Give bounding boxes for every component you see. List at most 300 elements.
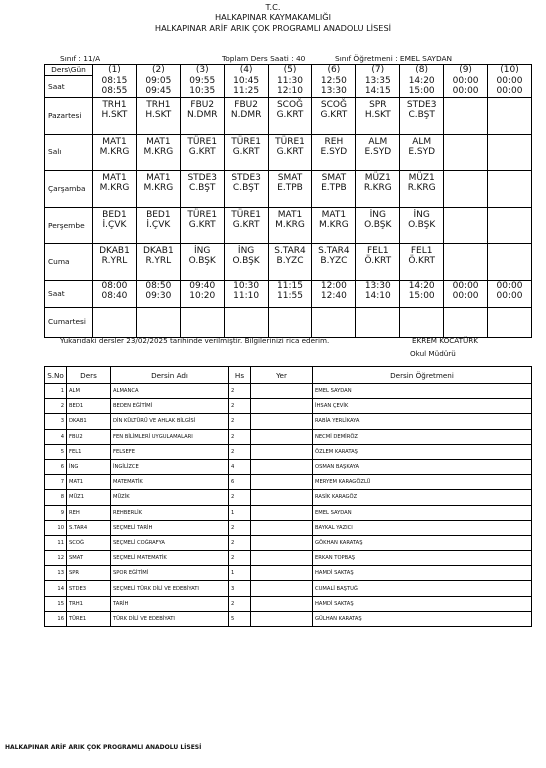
list-cell-no: 15	[45, 596, 67, 611]
table-row	[45, 459, 532, 474]
day-label: Perşembe	[45, 207, 93, 244]
list-cell-hs: 2	[229, 429, 251, 444]
list-cell-code: SCOĞ	[67, 535, 111, 550]
lesson-cell	[312, 134, 356, 171]
cell-line-2: H.SKT	[145, 110, 172, 120]
cell-line-1: 00:00	[496, 75, 523, 86]
time-cell	[136, 76, 180, 98]
cell-line-2: 14:10	[364, 290, 391, 301]
cell-line-1: SCOĞ	[276, 100, 304, 110]
cell-line-2: M.KRG	[143, 146, 174, 157]
header-school: HALKAPINAR ARİF ARIK ÇOK PROGRAMLI ANADOLU LİSESİ	[154, 23, 392, 33]
lesson-cell	[93, 98, 137, 135]
list-cell-teacher: GÖKHAN KARATAŞ	[313, 535, 532, 550]
cell-line-1: 09:40	[189, 280, 216, 291]
timetable-header-row	[45, 65, 532, 76]
lesson-cell	[312, 207, 356, 244]
table-row	[45, 520, 532, 535]
table-row	[45, 490, 532, 505]
table-row	[45, 505, 532, 520]
time-cell	[356, 280, 400, 307]
time-cell	[312, 280, 356, 307]
cell-line-2: 00:00	[496, 85, 523, 96]
lesson-cell	[268, 207, 312, 244]
timetable	[44, 64, 532, 338]
time-cell	[312, 76, 356, 98]
list-cell-code: BED1	[67, 399, 111, 414]
list-cell-no: 5	[45, 444, 67, 459]
cell-line-1: SMAT	[321, 173, 347, 184]
note-text: Yukarıdaki dersler 23/02/2025 tarihinde verilmiştir. Bilgilerinizi rica ederim.	[60, 336, 330, 345]
cell-line-1: 11:15	[277, 280, 303, 291]
cell-line-2: 08:55	[101, 85, 128, 96]
cell-line-2: G.KRT	[320, 110, 348, 120]
cell-line-2: G.KRT	[232, 146, 260, 157]
list-cell-name: BEDEN EĞİTİMİ	[111, 399, 229, 414]
time-row-bottom	[45, 280, 532, 307]
cell-line-1: BED1	[102, 209, 127, 220]
cell-line-1: 09:55	[189, 75, 216, 86]
list-cell-yer	[251, 399, 313, 414]
cell-line-1: İNG	[237, 246, 255, 257]
list-cell-yer	[251, 596, 313, 611]
cell-line-2: G.KRT	[188, 146, 216, 157]
cell-line-1: 13:30	[364, 280, 391, 291]
cell-line-1: TÜRE1	[231, 209, 261, 220]
list-cell-hs: 2	[229, 444, 251, 459]
time-cell	[444, 280, 488, 307]
list-cell-hs: 2	[229, 490, 251, 505]
list-cell-teacher: MERYEM KARAGÖZLÜ	[313, 475, 532, 490]
list-cell-hs: 2	[229, 535, 251, 550]
list-cell-code: MAT1	[67, 475, 111, 490]
list-cell-name: REHBERLİK	[111, 505, 229, 520]
lesson-cell	[136, 134, 180, 171]
cell-line-1: REH	[324, 136, 344, 147]
list-cell-code: İNG	[67, 459, 111, 474]
cell-line-1: 00:00	[452, 280, 479, 291]
header-kaymakamlik: HALKAPINAR KAYMAKAMLIĞI	[215, 12, 331, 22]
cell-line-1: S.TAR4	[318, 246, 350, 257]
list-cell-no: 4	[45, 429, 67, 444]
list-cell-no: 6	[45, 459, 67, 474]
time-cell	[488, 76, 532, 98]
list-cell-teacher: HAMDİ SAKTAŞ	[313, 596, 532, 611]
list-cell-hs: 2	[229, 551, 251, 566]
list-cell-yer	[251, 444, 313, 459]
lesson-cell	[312, 98, 356, 135]
list-cell-hs: 2	[229, 399, 251, 414]
list-header: S.No	[45, 367, 67, 384]
lesson-cell	[356, 134, 400, 171]
list-cell-name: ALMANCA	[111, 384, 229, 399]
cell-line-1: 09:05	[145, 75, 172, 86]
day-row	[45, 98, 532, 135]
list-cell-no: 12	[45, 551, 67, 566]
time-row-top	[45, 76, 532, 98]
table-row	[45, 566, 532, 581]
lesson-cell	[93, 244, 137, 281]
cell-line-1: 08:00	[101, 280, 128, 291]
saat-label: Saat	[45, 76, 93, 98]
list-cell-hs: 2	[229, 414, 251, 429]
cell-line-1: SCOĞ	[320, 100, 347, 110]
day-label: Çarşamba	[45, 171, 93, 208]
cell-line-2: B.YZC	[320, 256, 348, 267]
day-row	[45, 171, 532, 208]
list-cell-teacher: ÖZLEM KARATAŞ	[313, 444, 532, 459]
cell-line-1: S.TAR4	[274, 246, 306, 257]
cell-line-2: İ.ÇVK	[102, 219, 127, 230]
lesson-cell	[356, 244, 400, 281]
period-header: (9)	[444, 65, 488, 76]
cell-line-1: 14:20	[408, 75, 435, 86]
list-cell-yer	[251, 490, 313, 505]
lesson-cell	[136, 98, 180, 135]
cell-line-1: TÜRE1	[231, 136, 261, 147]
time-cell	[180, 76, 224, 98]
cell-line-2: C.BŞT	[408, 110, 435, 120]
period-header: (3)	[180, 65, 224, 76]
list-cell-name: FELSEFE	[111, 444, 229, 459]
cell-line-1: STDE3	[187, 173, 217, 184]
cell-line-2: H.SKT	[364, 110, 391, 120]
list-cell-yer	[251, 611, 313, 626]
list-cell-yer	[251, 566, 313, 581]
day-row	[45, 207, 532, 244]
cell-line-2: R.YRL	[101, 256, 128, 267]
time-cell	[400, 280, 444, 307]
list-cell-no: 16	[45, 611, 67, 626]
list-cell-name: TÜRK DİLİ VE EDEBİYATI	[111, 611, 229, 626]
lesson-cell	[268, 171, 312, 208]
list-cell-yer	[251, 459, 313, 474]
cell-line-2: C.BŞT	[189, 183, 216, 194]
list-cell-yer	[251, 384, 313, 399]
lesson-cell	[136, 244, 180, 281]
list-cell-name: SEÇMELİ TÜRK DİLİ VE EDEBİYATI	[111, 581, 229, 596]
list-cell-no: 14	[45, 581, 67, 596]
list-cell-code: TRH1	[67, 596, 111, 611]
time-cell	[400, 76, 444, 98]
cell-line-2: Ö.KRT	[408, 256, 435, 267]
day-label: Salı	[45, 134, 93, 171]
cell-line-1: 12:00	[320, 280, 347, 291]
list-cell-code: FEL1	[67, 444, 111, 459]
list-cell-no: 2	[45, 399, 67, 414]
cell-line-2: 14:15	[364, 85, 391, 96]
lesson-cell	[312, 244, 356, 281]
cell-line-1: 10:45	[233, 75, 260, 86]
list-cell-code: ALM	[67, 384, 111, 399]
cell-line-1: MAT1	[146, 173, 171, 184]
table-row	[45, 551, 532, 566]
list-cell-code: FBU2	[67, 429, 111, 444]
lesson-cell	[93, 134, 137, 171]
lesson-cell	[180, 244, 224, 281]
list-cell-name: SEÇMELİ COĞRAFYA	[111, 535, 229, 550]
list-cell-code: REH	[67, 505, 111, 520]
lesson-cell	[488, 207, 532, 244]
lesson-cell	[180, 171, 224, 208]
empty-cell	[93, 307, 137, 337]
cell-line-2: 13:30	[320, 85, 347, 96]
cell-line-2: 09:30	[145, 290, 172, 301]
period-header: (6)	[312, 65, 356, 76]
list-cell-teacher: GÜLHAN KARATAŞ	[313, 611, 532, 626]
cell-line-1: 10:30	[233, 280, 260, 291]
list-cell-yer	[251, 505, 313, 520]
list-cell-name: MÜZİK	[111, 490, 229, 505]
cell-line-2: 11:55	[277, 290, 303, 301]
table-row	[45, 581, 532, 596]
cell-line-1: FEL1	[410, 246, 433, 257]
lesson-cell	[400, 171, 444, 208]
list-cell-name: FEN BİLİMLERİ UYGULAMALARI	[111, 429, 229, 444]
time-cell	[444, 76, 488, 98]
lesson-cell	[444, 98, 488, 135]
cell-line-2: N.DMR	[230, 110, 262, 120]
lesson-cell	[400, 98, 444, 135]
list-cell-teacher: RASİK KARAGÖZ	[313, 490, 532, 505]
cell-line-2: N.DMR	[186, 110, 218, 120]
period-header: (7)	[356, 65, 400, 76]
empty-cell	[356, 307, 400, 337]
cell-line-2: 08:40	[101, 290, 128, 301]
cell-line-2: Ö.KRT	[364, 256, 392, 267]
day-row	[45, 134, 532, 171]
cell-line-2: 10:20	[189, 290, 216, 301]
cell-line-2: 15:00	[408, 290, 435, 301]
lesson-cell	[400, 244, 444, 281]
empty-cell	[400, 307, 444, 337]
lesson-cell	[268, 244, 312, 281]
time-cell	[224, 280, 268, 307]
cell-line-1: TÜRE1	[187, 136, 218, 147]
empty-cell	[268, 307, 312, 337]
cell-line-1: TÜRE1	[275, 136, 305, 147]
time-cell	[93, 280, 137, 307]
lesson-cell	[268, 134, 312, 171]
list-cell-hs: 2	[229, 520, 251, 535]
cell-line-2: O.BŞK	[188, 256, 216, 267]
lesson-cell	[400, 134, 444, 171]
cell-line-2: G.KRT	[232, 219, 260, 230]
table-row	[45, 384, 532, 399]
lesson-cell	[180, 207, 224, 244]
cell-line-2: 12:40	[320, 290, 347, 301]
cell-line-1: FEL1	[366, 246, 389, 257]
lesson-cell	[444, 171, 488, 208]
lesson-cell	[488, 134, 532, 171]
cell-line-1: TÜRE1	[187, 209, 218, 220]
list-cell-code: MÜZ1	[67, 490, 111, 505]
list-header: Dersin Öğretmeni	[313, 367, 532, 384]
lesson-cell	[224, 134, 268, 171]
time-cell	[268, 76, 312, 98]
list-cell-hs: 5	[229, 611, 251, 626]
cell-line-1: TRH1	[102, 100, 127, 110]
time-cell	[488, 280, 532, 307]
cell-line-1: 14:20	[408, 280, 435, 291]
cell-line-1: MAT1	[277, 209, 303, 220]
cell-line-2: M.KRG	[99, 183, 130, 194]
cell-line-1: STDE3	[231, 173, 261, 184]
lesson-cell	[444, 207, 488, 244]
cell-line-2: M.KRG	[275, 219, 305, 230]
list-cell-teacher: CUMALİ BAŞTUĞ	[313, 581, 532, 596]
cell-line-1: SMAT	[277, 173, 303, 184]
list-cell-code: SPR	[67, 566, 111, 581]
lesson-cell	[268, 98, 312, 135]
lesson-cell	[136, 207, 180, 244]
empty-cell	[136, 307, 180, 337]
list-cell-teacher: BAYKAL YAZICI	[313, 520, 532, 535]
cell-line-2: G.KRT	[276, 146, 304, 157]
empty-cell	[180, 307, 224, 337]
cell-line-2: 09:45	[145, 85, 172, 96]
list-cell-no: 10	[45, 520, 67, 535]
cell-line-1: MAT1	[321, 209, 347, 220]
cell-line-1: TRH1	[146, 100, 171, 110]
list-cell-hs: 3	[229, 581, 251, 596]
cell-line-2: 00:00	[452, 85, 479, 96]
cell-line-2: M.KRG	[99, 146, 130, 157]
cell-line-1: DKAB1	[142, 246, 174, 257]
table-row	[45, 429, 532, 444]
list-cell-name: SPOR EĞİTİMİ	[111, 566, 229, 581]
lesson-cell	[356, 171, 400, 208]
lesson-cell	[444, 244, 488, 281]
cell-line-2: M.KRG	[143, 183, 174, 194]
time-cell	[224, 76, 268, 98]
cell-line-2: E.TPB	[321, 183, 347, 194]
cell-line-1: MÜZ1	[364, 173, 391, 184]
cell-line-2: H.SKT	[101, 110, 128, 120]
period-header: (5)	[268, 65, 312, 76]
list-cell-teacher: EMEL SAYDAN	[313, 505, 532, 520]
lesson-cell	[224, 98, 268, 135]
cell-line-1: STDE3	[406, 100, 437, 110]
cell-line-1: MÜZ1	[408, 173, 435, 184]
period-header: (4)	[224, 65, 268, 76]
list-cell-yer	[251, 551, 313, 566]
cell-line-2: E.SYD	[408, 146, 436, 157]
list-cell-code: DKAB1	[67, 414, 111, 429]
list-cell-no: 3	[45, 414, 67, 429]
list-cell-teacher: ERKAN TOPBAŞ	[313, 551, 532, 566]
cell-line-2: O.BŞK	[232, 256, 260, 267]
day-row-cumartesi	[45, 307, 532, 337]
lesson-cell	[444, 134, 488, 171]
table-row	[45, 596, 532, 611]
day-label: Cumartesi	[45, 307, 93, 337]
cell-line-1: 00:00	[496, 280, 523, 291]
cell-line-1: BED1	[146, 209, 171, 220]
lesson-cell	[180, 98, 224, 135]
cell-line-1: İNG	[369, 209, 386, 220]
cell-line-2: 10:35	[189, 85, 216, 96]
cell-line-1: ALM	[412, 136, 432, 147]
list-cell-teacher: OSMAN BAŞKAYA	[313, 459, 532, 474]
cell-line-2: İ.ÇVK	[146, 219, 171, 230]
cell-line-2: 12:10	[277, 85, 303, 96]
lesson-cell	[356, 207, 400, 244]
lesson-cell	[224, 171, 268, 208]
list-cell-teacher: RABİA YERLİKAYA	[313, 414, 532, 429]
empty-cell	[488, 307, 532, 337]
list-cell-teacher: NECMİ DEMİRÖZ	[313, 429, 532, 444]
lesson-cell	[224, 244, 268, 281]
time-cell	[136, 280, 180, 307]
cell-line-1: DKAB1	[99, 246, 130, 257]
list-header: Hs	[229, 367, 251, 384]
period-header: (2)	[136, 65, 180, 76]
day-label: Pazartesi	[45, 98, 93, 135]
cell-line-2: 11:25	[233, 85, 260, 96]
time-cell	[356, 76, 400, 98]
cell-line-2: G.KRT	[276, 110, 304, 120]
class-teacher-label: Sınıf Öğretmeni : EMEL SAYDAN	[335, 54, 453, 63]
table-row	[45, 475, 532, 490]
list-cell-no: 8	[45, 490, 67, 505]
cell-line-1: FBU2	[190, 100, 215, 110]
cell-line-1: FBU2	[234, 100, 258, 110]
cell-line-2: E.SYD	[320, 146, 348, 157]
cell-line-2: B.YZC	[276, 256, 304, 267]
list-header: Yer	[251, 367, 313, 384]
time-cell	[268, 280, 312, 307]
list-header: Ders	[67, 367, 111, 384]
list-cell-name: İNGİLİZCE	[111, 459, 229, 474]
cell-line-2: 11:10	[233, 290, 260, 301]
list-cell-no: 7	[45, 475, 67, 490]
list-cell-yer	[251, 520, 313, 535]
cell-line-1: İNG	[413, 209, 430, 220]
cell-line-2: R.YRL	[145, 256, 172, 267]
cell-line-2: M.KRG	[319, 219, 349, 230]
period-header: (10)	[488, 65, 532, 76]
table-row	[45, 414, 532, 429]
list-cell-hs: 6	[229, 475, 251, 490]
cell-line-2: E.SYD	[364, 146, 392, 157]
course-list-table	[44, 366, 532, 627]
list-cell-yer	[251, 535, 313, 550]
cell-line-2: R.KRG	[407, 183, 436, 194]
lesson-cell	[93, 171, 137, 208]
cell-line-1: SPR	[369, 100, 387, 110]
list-cell-hs: 1	[229, 566, 251, 581]
footer-school: HALKAPINAR ARİF ARIK ÇOK PROGRAMLI ANADOLU LİSESİ	[5, 744, 202, 751]
list-cell-yer	[251, 475, 313, 490]
empty-cell	[312, 307, 356, 337]
list-cell-name: DİN KÜLTÜRÜ VE AHLAK BİLGİSİ	[111, 414, 229, 429]
day-row	[45, 244, 532, 281]
lesson-cell	[224, 207, 268, 244]
header-tc: T.C.	[265, 2, 281, 12]
cell-line-1: 12:50	[320, 75, 347, 86]
list-header: Dersin Adı	[111, 367, 229, 384]
list-cell-hs: 2	[229, 384, 251, 399]
list-cell-yer	[251, 581, 313, 596]
cell-line-1: MAT1	[146, 136, 171, 147]
time-cell	[93, 76, 137, 98]
cell-line-2: O.BŞK	[364, 219, 392, 230]
lesson-cell	[488, 98, 532, 135]
total-hours-label: Toplam Ders Saati : 40	[222, 54, 306, 63]
list-cell-teacher: EMEL SAYDAN	[313, 384, 532, 399]
saat-label: Saat	[45, 280, 93, 307]
